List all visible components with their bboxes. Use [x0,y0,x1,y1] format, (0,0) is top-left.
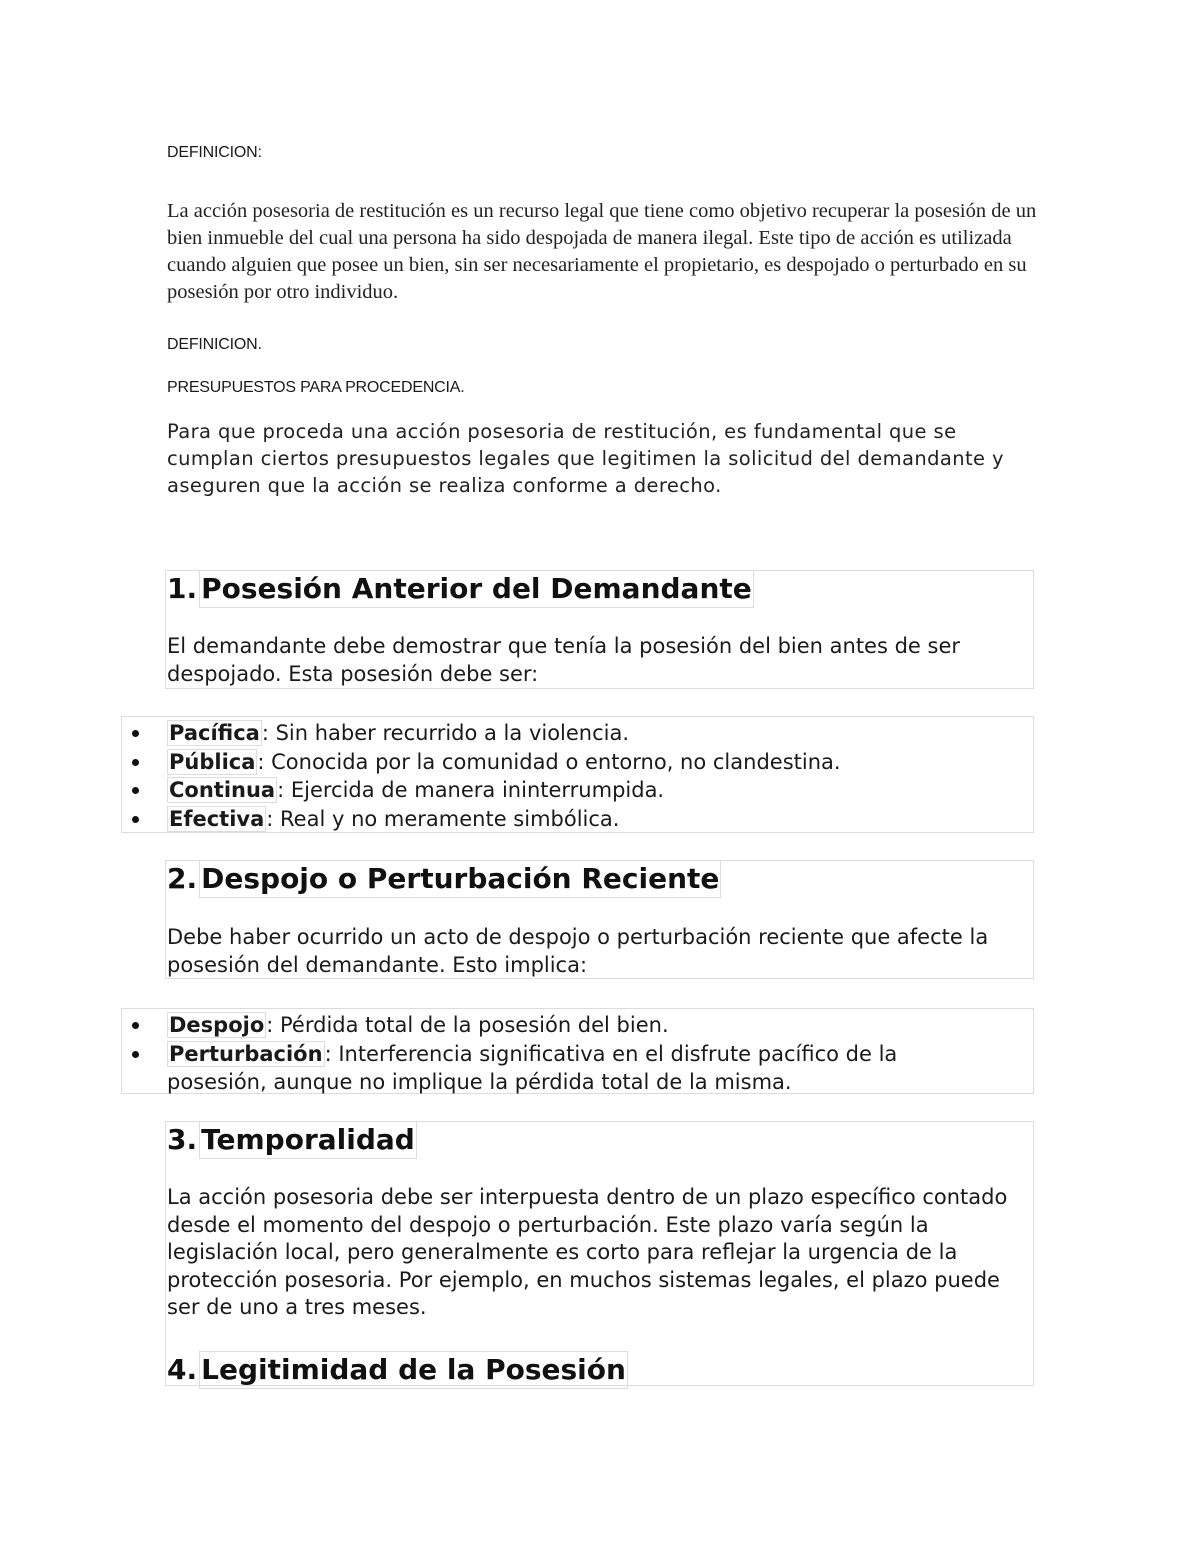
list-item-term: Pública [169,749,256,774]
list-item-term: Continua [169,778,276,802]
intro-paragraph: La acción posesoria de restitución es un recurso legal que tiene como objetivo recuperar la posesión de un bien inmueble del cual una persona ha sido despojada de manera ilegal. Este tipo de acción es utilizada cuando alguien que posee un bien, sin ser necesariamente el propietario, es despojado o perturbado en su posesión por otro individuo. [167,200,1037,303]
section-2-body: Debe haber ocurrido un acto de despojo o perturbación reciente que afecte la posesión del demandante. Esto implica: [167,925,989,977]
section-4-title: Legitimidad de la Posesión [199,1351,628,1389]
section-1-heading [167,570,754,608]
list-item [122,805,1033,834]
presupuestos-intro-paragraph: Para que proceda una acción posesoria de restitución, es fundamental que se cumplan ciertos presupuestos legales que legitimen la solicitud del demandante y aseguren que la acción se realiza conforme a derecho. [167,420,1004,497]
list-item [122,719,1033,748]
list-item-term: Efectiva [169,806,265,831]
list-item-term: Perturbación [169,1041,323,1066]
list-item [122,1011,1033,1040]
list-item [122,748,1033,777]
definicion-heading-2: DEFINICION. [167,336,262,353]
section-3-heading [167,1121,417,1159]
list-item-term: Despojo [169,1013,265,1037]
section-2-title: Despojo o Perturbación Reciente [199,860,721,898]
list-item-text: : Real y no meramente simbólica. [266,806,620,831]
list-item-text: : Interferencia significativa en el disfrute pacífico de la posesión, aunque no implique la pérdida total de la misma. [167,1041,898,1094]
section-4-heading [167,1351,628,1389]
list-item-text: : Pérdida total de la posesión del bien. [266,1013,669,1037]
section-3-title: Temporalidad [199,1121,417,1159]
list-item-text: : Sin haber recurrido a la violencia. [261,721,630,745]
section-1-list [121,716,1034,833]
section-2-heading [167,860,721,898]
section-1-title: Posesión Anterior del Demandante [199,570,754,608]
list-item-text: : Conocida por la comunidad o entorno, no clandestina. [257,749,841,774]
section-1-number: 1. [167,572,198,605]
section-3-number: 3. [167,1123,198,1156]
presupuestos-heading: PRESUPUESTOS PARA PROCEDENCIA. [167,379,465,396]
section-4-number: 4. [167,1353,198,1386]
list-item-term: Pacífica [169,721,260,745]
section-1-body: El demandante debe demostrar que tenía la posesión del bien antes de ser despojado. Esta posesión debe ser: [167,634,961,686]
section-3-body: La acción posesoria debe ser interpuesta dentro de un plazo específico contado desde el momento del despojo o perturbación. Este plazo varía según la legislación local, pero generalmente es corto para reflejar la urgencia de la protección posesoria. Por ejemplo, en muchos sistemas legales, el plazo puede ser de uno a tres meses. [167,1185,1008,1319]
list-item [122,776,1033,805]
list-item [122,1040,1033,1097]
definicion-heading-1: DEFINICION: [167,144,262,161]
list-item-text: : Ejercida de manera ininterrumpida. [277,778,665,802]
section-2-number: 2. [167,862,198,895]
section-2-list [121,1008,1034,1094]
